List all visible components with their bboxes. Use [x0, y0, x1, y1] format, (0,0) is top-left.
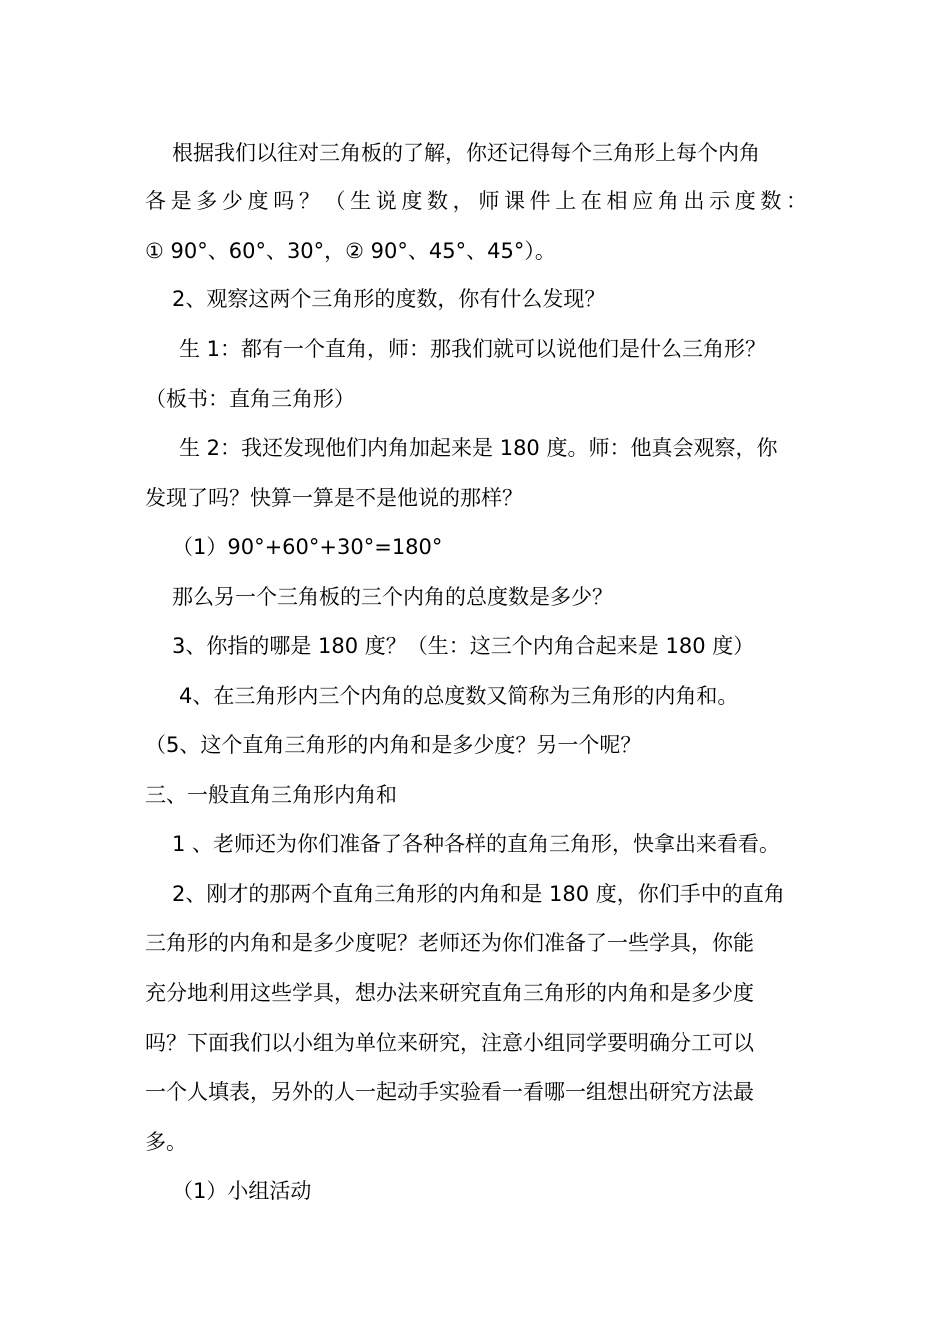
paragraph-line-21: 多。 — [145, 1130, 187, 1154]
paragraph-line-20: 一个人填表，另外的人一起动手实验看一看哪一组想出研究方法最 — [145, 1080, 754, 1104]
paragraph-line-13: （5、这个直角三角形的内角和是多少度？另一个呢？ — [145, 733, 642, 757]
paragraph-line-22: （1）小组活动 — [172, 1179, 312, 1203]
paragraph-line-7: 生 2：我还发现他们内角加起来是 180 度。师：他真会观察，你 — [179, 436, 778, 460]
paragraph-line-18: 充分地利用这些学具，想办法来研究直角三角形的内角和是多少度 — [145, 981, 754, 1005]
formula-line: （1）90°+60°+30°=180° — [172, 535, 443, 559]
paragraph-line-11: 3、你指的哪是 180 度？（生：这三个内角合起来是 180 度） — [172, 634, 755, 658]
paragraph-line-2: 各是多少度吗？（生说度数，师课件上在相应角出示度数： — [145, 189, 807, 213]
paragraph-line-1: 根据我们以往对三角板的了解，你还记得每个三角形上每个内角 — [172, 141, 760, 165]
section-heading: 三、一般直角三角形内角和 — [145, 783, 397, 807]
paragraph-line-3: ① 90°、60°、30°，② 90°、45°、45°）。 — [145, 239, 556, 263]
paragraph-line-17: 三角形的内角和是多少度呢？老师还为你们准备了一些学具，你能 — [145, 931, 754, 955]
paragraph-line-12: 4、在三角形内三个内角的总度数又简称为三角形的内角和。 — [179, 684, 739, 708]
paragraph-line-4: 2、观察这两个三角形的度数，你有什么发现？ — [172, 287, 606, 311]
paragraph-line-6: （板书：直角三角形） — [145, 387, 355, 411]
paragraph-line-15: 1 、老师还为你们准备了各种各样的直角三角形，快拿出来看看。 — [172, 832, 781, 856]
paragraph-line-16: 2、刚才的那两个直角三角形的内角和是 180 度，你们手中的直角 — [172, 882, 785, 906]
paragraph-line-5: 生 1：都有一个直角，师：那我们就可以说他们是什么三角形？ — [179, 337, 767, 361]
paragraph-line-19: 吗？下面我们以小组为单位来研究，注意小组同学要明确分工可以 — [145, 1031, 754, 1055]
paragraph-line-8: 发现了吗？快算一算是不是他说的那样？ — [145, 486, 523, 510]
paragraph-line-10: 那么另一个三角板的三个内角的总度数是多少？ — [172, 585, 613, 609]
